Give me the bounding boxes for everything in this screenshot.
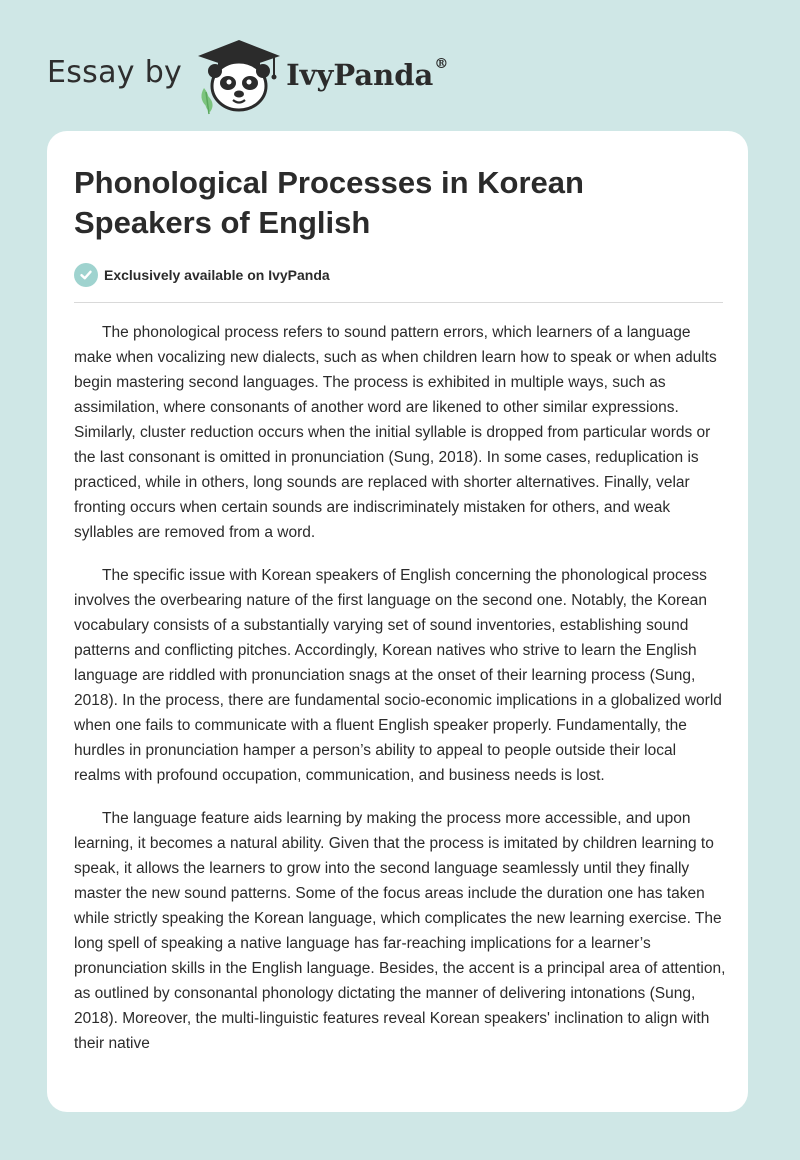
exclusive-badge: [74, 263, 330, 287]
essay-body: [74, 320, 726, 1074]
paragraph: The specific issue with Korean speakers of English concerning the phonological process involves the overbearing nature of the first language on the second one. Notably, the Korean vocabulary consists of a substantially varying set of sound inventories, establishing sound patterns and conflicting pitches. Accordingly, Korean natives who strive to learn the English language are riddled with pronunciation snags at the onset of their learning process (Sung, 2018). In the process, there are fundamental socio-economic implications in a globalized world when one fails to communicate with a fluent English speaker properly. Fundamentally, the hurdles in pronunciation hamper a person’s ability to appeal to people outside their local realms with profound occupation, communication, and business needs is lost.: [74, 567, 722, 784]
essay-card: [47, 131, 748, 1112]
divider: [74, 302, 723, 303]
registered-mark: ®: [434, 56, 449, 72]
essay-by-label: Essay by: [47, 54, 183, 90]
check-icon: [74, 263, 98, 287]
brand-name[interactable]: IvyPanda®: [286, 56, 449, 92]
site-header: [47, 36, 448, 116]
badge-text: Exclusively available on IvyPanda: [104, 267, 330, 283]
paragraph: The phonological process refers to sound pattern errors, which learners of a language make when vocalizing new dialects, such as when children learn how to speak or when adults begin mastering second languages. The process is exhibited in multiple ways, such as assimilation, where consonants of another word are likened to other similar expressions. Similarly, cluster reduction occurs when the initial syllable is dropped from particular words or the last consonant is omitted in pronunciation (Sung, 2018). In some cases, reduplication is practiced, while in others, long sounds are replaced with shorter alternatives. Finally, velar fronting occurs when certain sounds are indiscriminately mistaken for others, and weak syllables are removed from a word.: [74, 324, 717, 541]
paragraph: The language feature aids learning by making the process more accessible, and upon learning, it becomes a natural ability. Given that the process is imitated by children learning to speak, it allows the learners to grow into the second language seamlessly until they finally master the new sound patterns. Some of the focus areas include the duration one has taken while strictly speaking the Korean language, which complicates the new learning exercise. The long spell of speaking a native language has far-reaching implications for a learner’s pronunciation skills in the English language. Besides, the accent is a principal area of attention, as outlined by consonantal phonology dictating the manner of delivering intonations (Sung, 2018). Moreover, the multi-linguistic features reveal Korean speakers' inclination to align with their native: [74, 810, 726, 1052]
page-title: Phonological Processes in Korean Speakers of English: [74, 165, 584, 240]
panda-logo-icon[interactable]: [196, 36, 282, 116]
